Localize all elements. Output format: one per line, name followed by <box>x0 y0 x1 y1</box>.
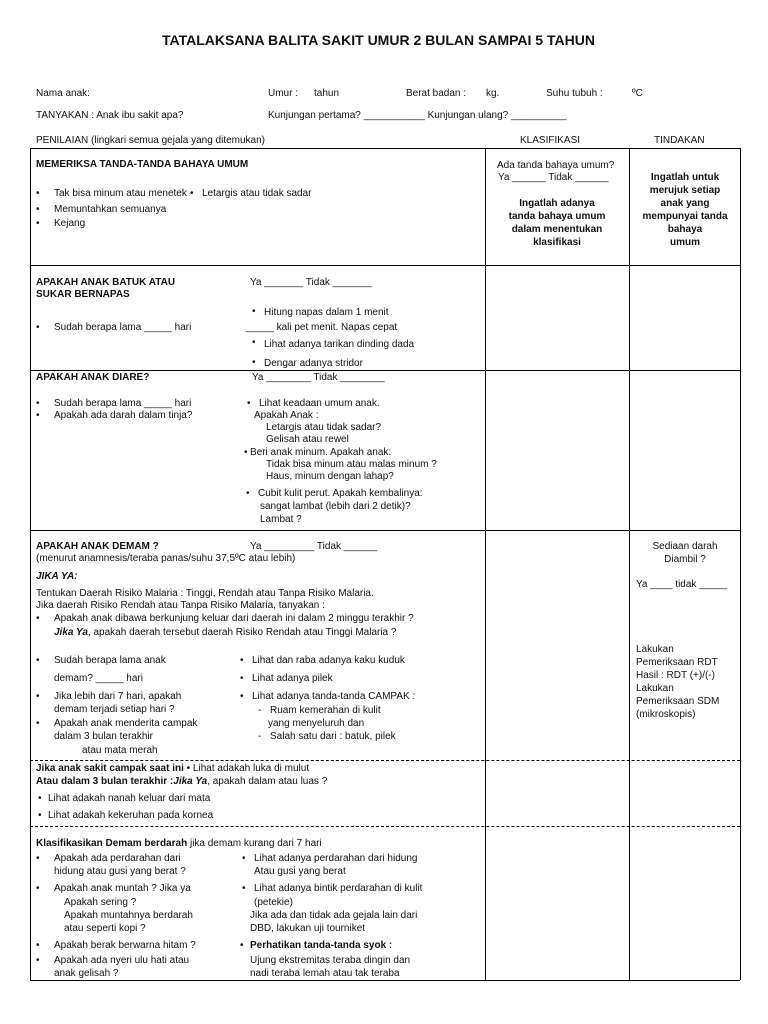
demam-note: (menurut anamnesis/teraba panas/suhu 37,5ºC atau lebih) <box>36 553 296 564</box>
batuk-heading-1: APAKAH ANAK BATUK ATAU <box>36 277 176 288</box>
demam-a7: atau mata merah <box>82 745 158 756</box>
dbd-c4: (petekie) <box>254 897 293 908</box>
demam-a3: Jika lebih dari 7 hari, apakah <box>54 691 182 702</box>
diare-apakah-anak: Apakah Anak : <box>254 410 319 421</box>
dbd-a8: Apakah ada nyeri ulu hati atau <box>54 955 190 966</box>
diare-letargis: Letargis atau tidak sadar? <box>266 422 382 433</box>
demam-line-4: Jika Ya, apakah daerah tersebut daerah Risiko Rendah atau Tinggi Malaria ? <box>54 627 397 638</box>
column-divider-1 <box>485 148 486 980</box>
row-divider-bahaya <box>30 265 740 266</box>
row-divider-demam <box>30 760 740 761</box>
bullet-icon: • <box>36 655 40 666</box>
batuk-heading-2: SUKAR BERNAPAS <box>36 289 130 300</box>
diare-ya-tidak: Ya ________ Tidak ________ <box>252 372 385 383</box>
bahaya-tindakan-2: merujuk setiap <box>649 185 721 196</box>
bahaya-tindakan-4: mempunyai tanda <box>642 211 728 222</box>
demam-c5: yang menyeluruh dan <box>268 718 365 729</box>
demam-tindakan-3: Ya ____ tidak _____ <box>636 579 728 590</box>
demam-tindakan-6: Hasil : RDT (+)/(-) <box>636 670 715 681</box>
diare-haus: Haus, minum dengan lahap? <box>266 471 394 482</box>
bullet-icon: • <box>252 337 256 348</box>
diare-heading: APAKAH ANAK DIARE? <box>36 372 150 383</box>
dbd-c2: Atau gusi yang berat <box>254 866 346 877</box>
demam-a4: demam terjadi setiap hari ? <box>54 704 175 715</box>
bullet-icon: • <box>240 673 244 684</box>
bullet-icon: • <box>190 188 194 199</box>
demam-a2: demam? _____ hari <box>54 673 143 684</box>
penilaian-header: PENILAIAN (lingkari semua gejala yang ditemukan) <box>36 135 266 146</box>
demam-ya-tidak: Ya _________ Tidak ______ <box>250 541 378 552</box>
dash-icon: - <box>258 705 262 716</box>
kunjungan-line: Kunjungan pertama? ___________ Kunjungan ulang? __________ <box>268 110 567 121</box>
dbd-c3: Lihat adanya bintik perdarahan di kulit <box>254 883 423 894</box>
diare-darah: Apakah ada darah dalam tinja? <box>54 410 193 421</box>
bullet-icon: • <box>38 793 42 804</box>
bahaya-item-3: Kejang <box>54 218 86 229</box>
table-top-border <box>30 148 740 149</box>
demam-c3: Lihat adanya tanda-tanda CAMPAK : <box>252 691 416 702</box>
diare-gelisah: Gelisah atau rewel <box>266 434 349 445</box>
berat-label: Berat badan : <box>406 88 467 99</box>
demam-tindakan-4: Lakukan <box>636 644 674 655</box>
bahaya-tindakan-5: bahaya <box>667 224 703 235</box>
diare-tidak-bisa-minum: Tidak bisa minum atau malas minum ? <box>266 459 437 470</box>
table-bottom-border <box>30 980 740 981</box>
bullet-icon: • <box>247 398 251 409</box>
campak-line-1: Jika anak sakit campak saat ini • Lihat adakah luka di mulut <box>36 763 310 774</box>
bullet-icon: • <box>36 204 40 215</box>
bullet-icon: • <box>246 488 250 499</box>
table-left-border <box>30 148 31 980</box>
bahaya-tindakan-6: umum <box>670 237 700 248</box>
dbd-a2: hidung atau gusi yang berat ? <box>54 866 186 877</box>
tahun-label: tahun <box>314 88 340 99</box>
row-divider-campak <box>30 826 740 827</box>
tanyakan-line: TANYAKAN : Anak ibu sakit apa? <box>36 110 184 121</box>
bullet-icon: • <box>244 447 248 458</box>
demam-line-2: Jika daerah Risiko Rendah atau Tanpa Risiko Malaria, tanyakan : <box>36 600 325 611</box>
suhu-label: Suhu tubuh : <box>546 88 603 99</box>
dbd-a5: Apakah muntahnya berdarah <box>64 910 193 921</box>
tindakan-header: TINDAKAN <box>654 135 705 146</box>
klasifikasi-header: KLASIFIKASI <box>520 135 581 146</box>
demam-heading: APAKAH ANAK DEMAM ? <box>36 541 159 552</box>
batuk-ya-tidak: Ya _______ Tidak _______ <box>250 277 372 288</box>
bahaya-tindakan-1: Ingatlah untuk <box>650 172 720 183</box>
bahaya-klasifikasi-4: tanda bahaya umum <box>508 211 606 222</box>
bullet-icon: • <box>240 655 244 666</box>
dbd-a6: atau seperti kopi ? <box>64 923 146 934</box>
page-title: TATALAKSANA BALITA SAKIT UMUR 2 BULAN SAMPAI 5 TAHUN <box>162 32 595 48</box>
bahaya-heading: MEMERIKSA TANDA-TANDA BAHAYA UMUM <box>36 159 249 170</box>
bullet-icon: • <box>36 188 40 199</box>
bullet-icon: • <box>252 357 256 368</box>
demam-tindakan-5: Pemeriksaan RDT <box>636 657 718 668</box>
diare-lambat: Lambat ? <box>260 514 302 525</box>
bahaya-item-1: Tak bisa minum atau menetek <box>54 188 187 199</box>
dbd-c5: Jika ada dan tidak ada gejala lain dari <box>250 910 418 921</box>
celsius-label: ºC <box>632 88 643 99</box>
bullet-icon: • <box>240 691 244 702</box>
dbd-c8: Ujung ekstremitas teraba dingin dan <box>250 955 411 966</box>
demam-line-1: Tentukan Daerah Risiko Malaria : Tinggi, Rendah atau Tanpa Risiko Malaria. <box>36 588 374 599</box>
diare-keadaan-umum: Lihat keadaan umum anak. <box>259 398 380 409</box>
dbd-c6: DBD, lakukan uji tourniket <box>250 923 366 934</box>
bahaya-klasifikasi-6: klasifikasi <box>533 237 581 248</box>
table-right-border <box>740 148 741 980</box>
demam-c4: Ruam kemerahan di kulit <box>270 705 381 716</box>
demam-c1: Lihat dan raba adanya kaku kuduk <box>252 655 405 666</box>
demam-a6: dalam 3 bulan terakhir <box>54 731 153 742</box>
row-divider-batuk <box>30 370 740 371</box>
dbd-c1: Lihat adanya perdarahan dari hidung <box>254 853 418 864</box>
bahaya-klasifikasi-1: Ada tanda bahaya umum? <box>497 160 615 171</box>
demam-tindakan-9: (mikroskopis) <box>636 709 696 720</box>
bullet-icon: • <box>36 883 40 894</box>
dbd-a7: Apakah berak berwarna hitam ? <box>54 940 196 951</box>
diare-cubit: Cubit kulit perut. Apakah kembalinya: <box>258 488 423 499</box>
bahaya-klasifikasi-5: dalam menentukan <box>511 224 603 235</box>
dbd-a1: Apakah ada perdarahan dari <box>54 853 181 864</box>
nama-anak-label: Nama anak: <box>36 88 90 99</box>
bullet-icon: • <box>36 613 40 624</box>
bullet-icon: • <box>36 218 40 229</box>
demam-tindakan-8: Pemeriksaan SDM <box>636 696 720 707</box>
bahaya-item-2: Memuntahkan semuanya <box>54 204 167 215</box>
demam-a1: Sudah berapa lama anak <box>54 655 166 666</box>
campak-line-3: Lihat adakah nanah keluar dari mata <box>48 793 211 804</box>
dbd-heading: Klasifikasikan Demam berdarah jika demam kurang dari 7 hari <box>36 838 322 849</box>
dbd-a3: Apakah anak muntah ? Jika ya <box>54 883 191 894</box>
demam-a5: Apakah anak menderita campak <box>54 718 198 729</box>
bullet-icon: • <box>36 410 40 421</box>
umur-label: Umur : <box>268 88 298 99</box>
dbd-c9: nadi teraba lemah atau tak teraba <box>250 968 400 979</box>
bullet-icon: • <box>38 810 42 821</box>
bahaya-klasifikasi-3: Ingatlah adanya <box>519 198 595 209</box>
batuk-hitung-napas: Hitung napas dalam 1 menit <box>264 307 389 318</box>
demam-c6: Salah satu dari : batuk, pilek <box>270 731 396 742</box>
diare-lama: Sudah berapa lama _____ hari <box>54 398 192 409</box>
batuk-stridor: Dengar adanya stridor <box>264 358 363 369</box>
dbd-a4: Apakah sering ? <box>64 897 137 908</box>
bullet-icon: • <box>36 853 40 864</box>
bullet-icon: • <box>242 883 246 894</box>
bullet-icon: • <box>252 306 256 317</box>
campak-line-2: Atau dalam 3 bulan terakhir :Jika Ya, apakah dalam atau luas ? <box>36 776 328 787</box>
bullet-icon: • <box>242 853 246 864</box>
bullet-icon: • <box>36 955 40 966</box>
dbd-a9: anak gelisah ? <box>54 968 119 979</box>
demam-tindakan-2: Diambil ? <box>664 554 706 565</box>
diare-sangat-lambat: sangat lambat (lebih dari 2 detik)? <box>260 501 411 512</box>
demam-tindakan-1: Sediaan darah <box>652 541 718 552</box>
dash-icon: - <box>258 731 262 742</box>
bahaya-klasifikasi-2: Ya ______ Tidak ______ <box>498 172 609 183</box>
bahaya-tindakan-3: anak yang <box>660 198 710 209</box>
row-divider-diare <box>30 530 740 531</box>
demam-c2: Lihat adanya pilek <box>252 673 333 684</box>
diare-beri-minum: Beri anak minum. Apakah anak: <box>250 447 392 458</box>
bullet-icon: • <box>36 940 40 951</box>
demam-jika-ya: JIKA YA: <box>36 571 78 582</box>
bullet-icon: • <box>36 691 40 702</box>
dbd-c7: Perhatikan tanda-tanda syok : <box>250 940 393 951</box>
demam-tindakan-7: Lakukan <box>636 683 674 694</box>
bahaya-item-1b: Letargis atau tidak sadar <box>202 188 312 199</box>
bullet-icon: • <box>36 322 40 333</box>
batuk-tarikan: Lihat adanya tarikan dinding dada <box>264 339 415 350</box>
demam-line-3: Apakah anak dibawa berkunjung keluar dari daerah ini dalam 2 minggu terakhir ? <box>54 613 414 624</box>
bullet-icon: • <box>240 940 244 951</box>
campak-line-4: Lihat adakah kekeruhan pada kornea <box>48 810 214 821</box>
batuk-napas-cepat: _____ kali pet menit. Napas cepat <box>246 322 398 333</box>
bullet-icon: • <box>36 398 40 409</box>
kg-label: kg. <box>486 88 500 99</box>
batuk-lama: Sudah berapa lama _____ hari <box>54 322 192 333</box>
bullet-icon: • <box>36 718 40 729</box>
